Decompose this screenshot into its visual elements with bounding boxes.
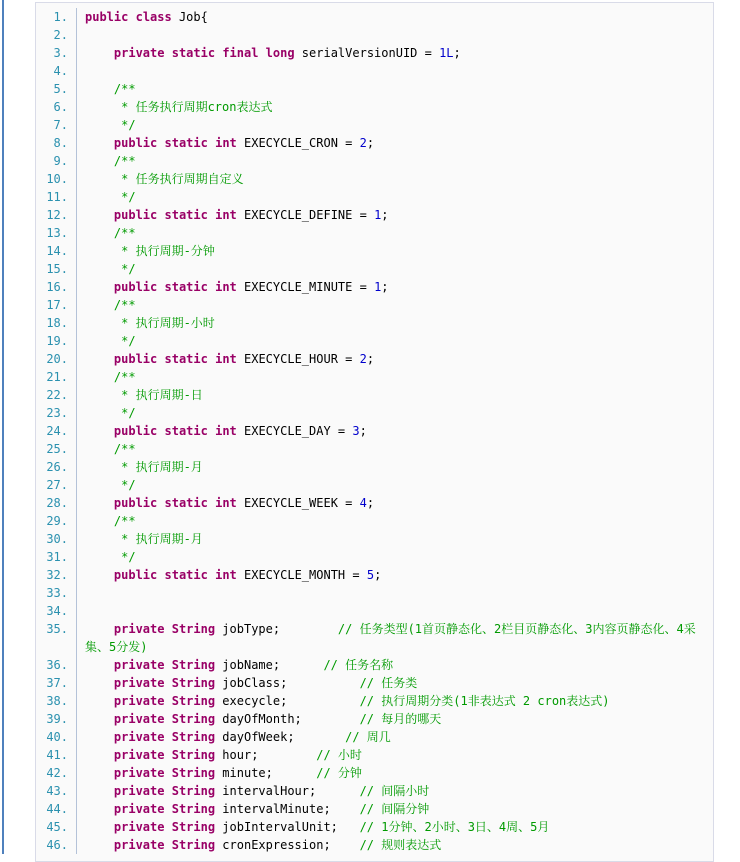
line-number: 31. [36,548,77,566]
code-text [77,62,713,80]
code-line [36,548,713,566]
line-number: 18. [36,314,77,332]
page-accent-bar [2,0,4,854]
code-text: * 任务执行周期cron表达式 [85,100,273,114]
code-line [36,530,713,548]
line-number: 16. [36,278,77,296]
code-text: public static int EXECYCLE_CRON = 2; [113,136,375,150]
code-text: */ [85,550,136,564]
line-number: 40. [36,728,77,746]
code-line [36,656,713,674]
line-number: 21. [36,368,77,386]
code-line [36,26,713,44]
line-number: 24. [36,422,77,440]
line-number: 35. [36,620,77,656]
code-text: */ [85,334,136,348]
line-number: 41. [36,746,77,764]
line-number: 15. [36,260,77,278]
code-line [36,98,713,116]
line-number: 11. [36,188,77,206]
line-number: 46. [36,836,77,854]
code-line [36,242,713,260]
line-number: 14. [36,242,77,260]
code-line [36,350,713,368]
line-number: 22. [36,386,77,404]
code-line [36,44,713,62]
line-number: 27. [36,476,77,494]
code-text: private static final long serialVersionUID = 1L; [113,46,461,60]
line-number: 38. [36,692,77,710]
line-number: 34. [36,602,77,620]
code-line [36,296,713,314]
code-text: * 执行周期-小时 [85,316,215,330]
code-line [36,116,713,134]
code-text: */ [85,262,136,276]
code-line [36,836,713,854]
line-number: 2. [36,26,77,44]
line-number: 19. [36,332,77,350]
code-text: private String minute; // 分钟 [113,766,362,780]
line-number: 20. [36,350,77,368]
code-text: private String dayOfWeek; // 周几 [113,730,391,744]
line-number: 17. [36,296,77,314]
code-line [36,278,713,296]
code-text: * 执行周期-分钟 [85,244,215,258]
code-text: * 执行周期-日 [85,388,203,402]
code-line [36,476,713,494]
code-line [36,332,713,350]
code-line [36,134,713,152]
line-number: 44. [36,800,77,818]
code-text: /** [85,370,136,384]
code-text: * 执行周期-月 [85,460,203,474]
code-text: * 执行周期-月 [85,532,203,546]
code-line [36,314,713,332]
code-line [36,602,713,620]
code-line [36,674,713,692]
code-text: private String hour; // 小时 [113,748,362,762]
line-number: 7. [36,116,77,134]
code-text: */ [85,190,136,204]
code-text: private String intervalHour; // 间隔小时 [113,784,430,798]
code-text: private String intervalMinute; // 间隔分钟 [113,802,430,816]
line-number: 36. [36,656,77,674]
code-text: /** [85,226,136,240]
line-number: 28. [36,494,77,512]
line-number: 10. [36,170,77,188]
line-number: 23. [36,404,77,422]
line-number: 39. [36,710,77,728]
code-text: */ [85,406,136,420]
line-number: 30. [36,530,77,548]
code-line [36,512,713,530]
code-line [36,746,713,764]
code-block [35,2,714,862]
code-line [36,152,713,170]
code-line [36,566,713,584]
code-text: public static int EXECYCLE_HOUR = 2; [113,352,375,366]
code-text: */ [85,118,136,132]
code-line [36,764,713,782]
code-line [36,710,713,728]
code-lines [36,8,713,854]
code-text: /** [85,442,136,456]
code-line [36,584,713,602]
code-line [36,224,713,242]
code-line [36,458,713,476]
code-line [36,782,713,800]
code-line [36,404,713,422]
code-text: private String execycle; // 执行周期分类(1非表达式 2 cron表达式) [113,694,610,708]
code-text: */ [85,478,136,492]
line-number: 37. [36,674,77,692]
line-number: 9. [36,152,77,170]
line-number: 43. [36,782,77,800]
code-line [36,260,713,278]
code-text: private String jobClass; // 任务类 [113,676,418,690]
code-text [77,584,713,602]
line-number: 6. [36,98,77,116]
code-text: /** [85,154,136,168]
code-line [36,800,713,818]
line-number: 5. [36,80,77,98]
code-text: public static int EXECYCLE_DAY = 3; [113,424,367,438]
code-line [36,422,713,440]
line-number: 26. [36,458,77,476]
code-line [36,170,713,188]
line-number: 42. [36,764,77,782]
code-text: public class Job{ [85,10,208,24]
code-text: /** [85,514,136,528]
code-text: public static int EXECYCLE_WEEK = 4; [113,496,375,510]
code-text [77,26,713,44]
code-text: public static int EXECYCLE_DEFINE = 1; [113,208,389,222]
code-line [36,728,713,746]
code-line [36,620,713,656]
code-line [36,494,713,512]
code-line [36,368,713,386]
code-text: private String jobName; // 任务名称 [113,658,394,672]
line-number: 33. [36,584,77,602]
code-line [36,206,713,224]
line-number: 8. [36,134,77,152]
code-line [36,62,713,80]
code-text: /** [85,298,136,312]
code-line [36,386,713,404]
line-number: 25. [36,440,77,458]
code-line [36,440,713,458]
code-text: private String dayOfMonth; // 每月的哪天 [113,712,442,726]
line-number: 4. [36,62,77,80]
line-number: 1. [36,8,77,26]
line-number: 12. [36,206,77,224]
line-number: 45. [36,818,77,836]
code-text: private String jobIntervalUnit; // 1分钟、2小时、3日、4周、5月 [113,820,550,834]
code-text: private String cronExpression; // 规则表达式 [113,838,442,852]
code-text [77,602,713,620]
code-text: * 任务执行周期自定义 [85,172,244,186]
code-text: private String jobType; // 任务类型(1首页静态化、2栏目页静态化、3内容页静态化、4采集、5分发) [85,622,696,654]
code-line [36,818,713,836]
code-text: public static int EXECYCLE_MINUTE = 1; [113,280,389,294]
line-number: 3. [36,44,77,62]
code-line [36,692,713,710]
line-number: 32. [36,566,77,584]
line-number: 29. [36,512,77,530]
code-line [36,80,713,98]
code-line [36,8,713,26]
line-number: 13. [36,224,77,242]
code-line [36,188,713,206]
code-text: public static int EXECYCLE_MONTH = 5; [113,568,382,582]
code-text: /** [85,82,136,96]
